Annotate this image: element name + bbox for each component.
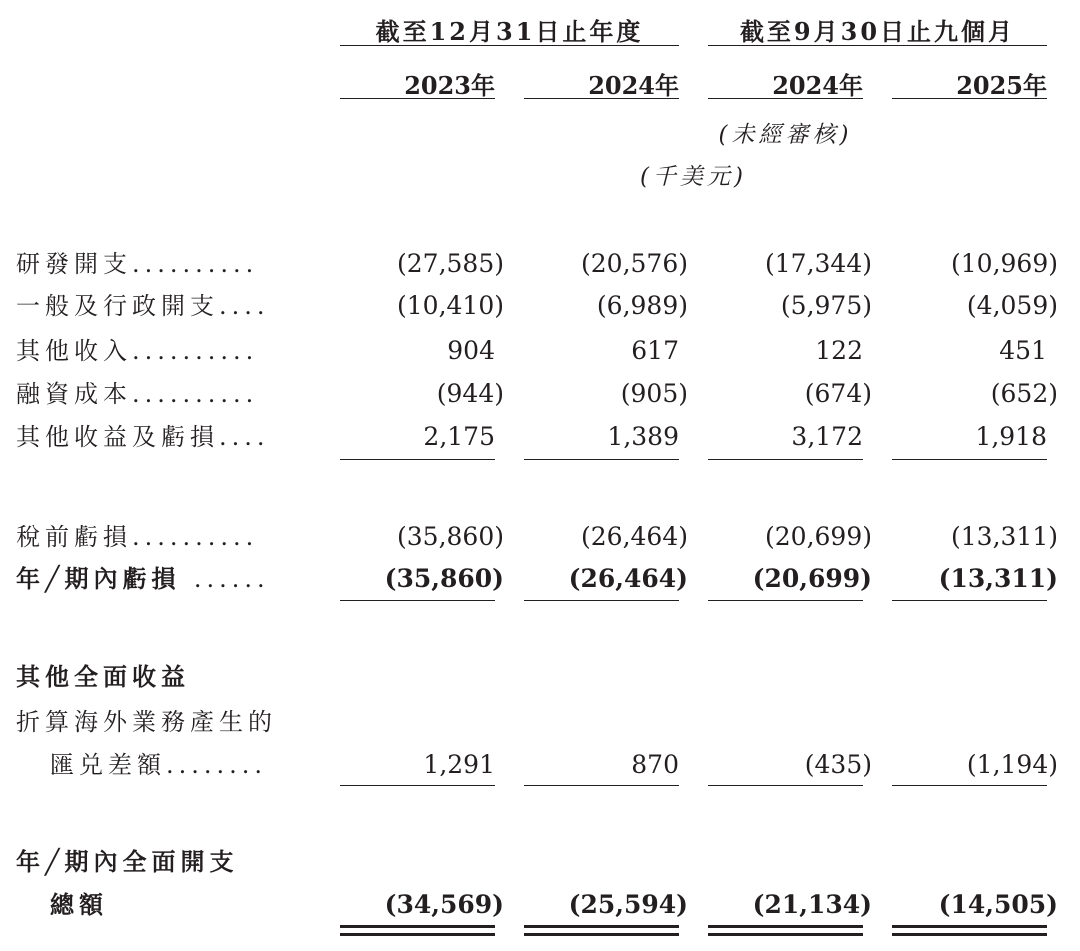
table-cell: (20,699) xyxy=(765,522,872,551)
table-cell: 451 xyxy=(999,336,1047,365)
table-cell: (944) xyxy=(436,379,504,408)
table-cell: 1,389 xyxy=(607,422,679,451)
header-annual-period: 截至12月31日止年度 xyxy=(375,17,644,46)
table-cell: (20,699) xyxy=(752,564,872,593)
table-cell: (652) xyxy=(990,379,1058,408)
section-heading-other-comprehensive-income: 其他全面收益 xyxy=(16,662,190,691)
row-label-loss-before-tax: 稅前虧損.......... xyxy=(16,523,259,551)
header-annual-underline xyxy=(340,45,679,46)
row-label-loss-for-period: 年╱期內虧損 ...... xyxy=(16,564,270,593)
grand-total-double-rule xyxy=(708,925,863,936)
subtotal-rule xyxy=(708,785,863,786)
table-cell: (13,311) xyxy=(951,522,1058,551)
subtotal-rule xyxy=(892,785,1047,786)
grand-total-double-rule xyxy=(524,925,679,936)
grand-total-double-rule xyxy=(340,925,495,936)
total-rule xyxy=(708,600,863,601)
year-underline-2 xyxy=(524,98,679,99)
year-header-2: 2024年 xyxy=(588,71,679,100)
row-label-other-gains-losses: 其他收益及虧損.... xyxy=(16,423,270,451)
table-cell: (26,464) xyxy=(568,564,688,593)
unit-note: (千美元) xyxy=(640,164,747,190)
table-cell: (905) xyxy=(620,379,688,408)
table-cell: (1,194) xyxy=(966,750,1058,779)
table-cell: (10,969) xyxy=(951,249,1058,278)
year-header-1: 2023年 xyxy=(404,71,495,100)
row-label-ga-expenses: 一般及行政開支.... xyxy=(16,292,270,320)
row-label-rd-expenses: 研發開支.......... xyxy=(16,250,259,278)
table-cell: (4,059) xyxy=(966,291,1058,320)
table-cell: (17,344) xyxy=(765,249,872,278)
subtotal-rule xyxy=(708,459,863,460)
total-rule xyxy=(340,600,495,601)
row-label-translation-line1: 折算海外業務產生的 xyxy=(16,708,277,736)
year-header-4: 2025年 xyxy=(956,71,1047,100)
year-underline-1 xyxy=(340,98,495,99)
table-cell: (674) xyxy=(804,379,872,408)
row-label-other-income: 其他收入.......... xyxy=(16,337,259,365)
table-cell: (21,134) xyxy=(752,890,872,919)
year-header-3: 2024年 xyxy=(772,71,863,100)
row-label-total-comprehensive-line1: 年╱期內全面開支 xyxy=(16,847,239,876)
table-cell: 870 xyxy=(631,750,679,779)
table-cell: (20,576) xyxy=(581,249,688,278)
table-cell: (35,860) xyxy=(384,564,504,593)
table-cell: 122 xyxy=(815,336,863,365)
table-cell: (35,860) xyxy=(397,522,504,551)
subtotal-rule xyxy=(340,459,495,460)
total-rule xyxy=(892,600,1047,601)
row-label-total: 總額 xyxy=(50,890,108,919)
row-label-finance-costs: 融資成本.......... xyxy=(16,380,259,408)
subtotal-rule xyxy=(340,785,495,786)
year-underline-4 xyxy=(892,98,1047,99)
subtotal-rule xyxy=(524,459,679,460)
header-nine-months-underline xyxy=(708,45,1047,46)
unaudited-note: (未經審核) xyxy=(718,122,853,148)
table-cell: 904 xyxy=(447,336,495,365)
table-cell: (14,505) xyxy=(938,890,1058,919)
table-cell: (10,410) xyxy=(397,291,504,320)
table-cell: 1,918 xyxy=(975,422,1047,451)
table-cell: (6,989) xyxy=(596,291,688,320)
header-nine-months-period: 截至9月30日止九個月 xyxy=(739,17,1016,46)
row-label-exchange-differences: 匯兑差額........ xyxy=(50,751,268,779)
table-cell: (435) xyxy=(804,750,872,779)
grand-total-double-rule xyxy=(892,925,1047,936)
year-underline-3 xyxy=(708,98,863,99)
subtotal-rule xyxy=(524,785,679,786)
table-cell: (34,569) xyxy=(384,890,504,919)
table-cell: (5,975) xyxy=(780,291,872,320)
table-cell: (13,311) xyxy=(938,564,1058,593)
table-cell: (25,594) xyxy=(568,890,688,919)
table-cell: 617 xyxy=(631,336,679,365)
table-cell: (27,585) xyxy=(397,249,504,278)
table-cell: (26,464) xyxy=(581,522,688,551)
table-cell: 1,291 xyxy=(423,750,495,779)
subtotal-rule xyxy=(892,459,1047,460)
table-cell: 2,175 xyxy=(423,422,495,451)
table-cell: 3,172 xyxy=(791,422,863,451)
total-rule xyxy=(524,600,679,601)
